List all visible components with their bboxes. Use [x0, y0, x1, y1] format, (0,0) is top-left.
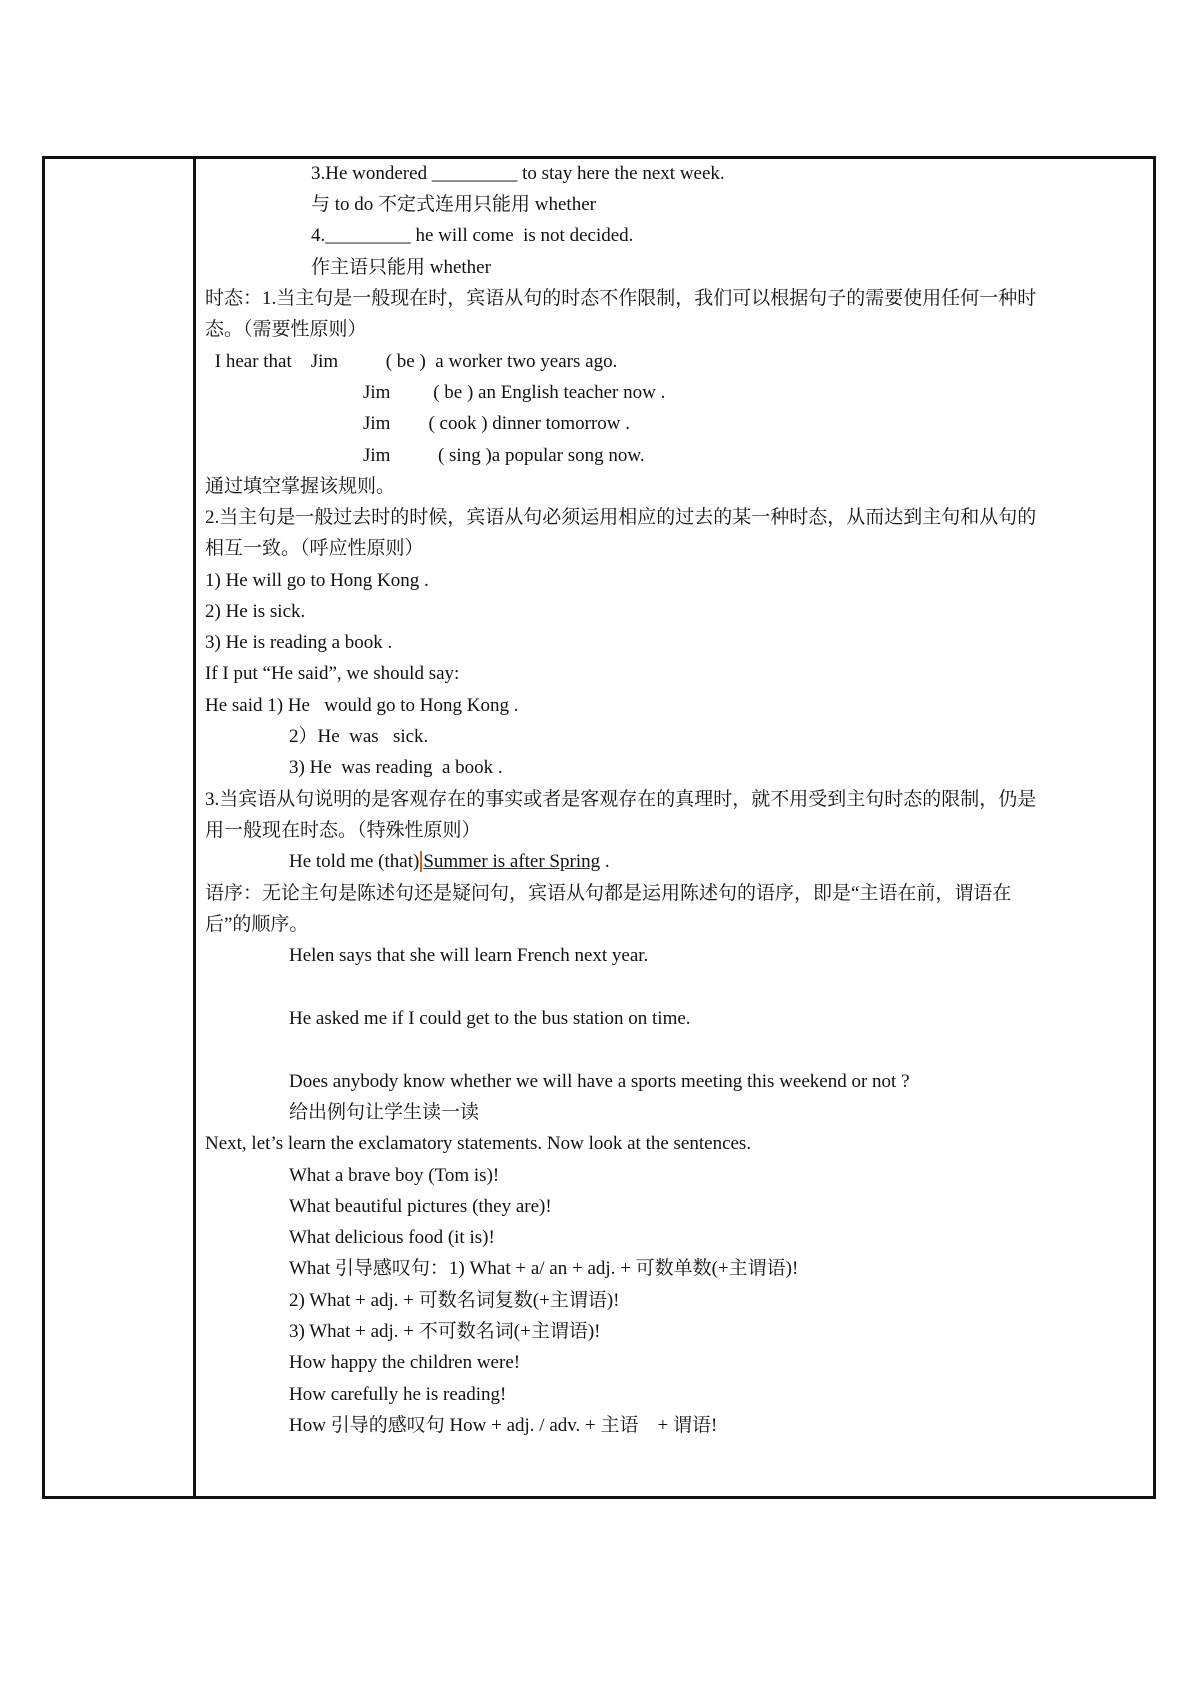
- text-line: 时态：1.当主句是一般现在时，宾语从句的时态不作限制，我们可以根据句子的需要使用任何一种时: [205, 288, 1037, 309]
- text-line: 通过填空掌握该规则。: [205, 476, 396, 497]
- text-line: Next, let’s learn the exclamatory statements. Now look at the sentences.: [205, 1133, 752, 1154]
- text-line: 给出例句让学生读一读: [289, 1102, 480, 1123]
- text-line: 3) He is reading a book .: [205, 632, 393, 653]
- text-line: How carefully he is reading!: [289, 1384, 507, 1405]
- text-line: 2.当主句是一般过去时的时候，宾语从句必须运用相应的过去的某一种时态，从而达到主句和从句的: [205, 507, 1037, 528]
- text-line: 3) What + adj. + 不可数名词(+主谓语)!: [289, 1321, 601, 1342]
- text-line: What 引导感叹句：1) What + a/ an + adj. + 可数单数(+主谓语)!: [289, 1258, 799, 1279]
- text-line: 相互一致。（呼应性原则）: [205, 538, 424, 559]
- text-line: 作主语只能用 whether: [311, 257, 491, 278]
- text-line: If I put “He said”, we should say:: [205, 663, 460, 684]
- text-line: 2) What + adj. + 可数名词复数(+主谓语)!: [289, 1290, 620, 1311]
- text-line: I hear that Jim ( be ) a worker two years ago.: [210, 351, 618, 372]
- text-line: 语序：无论主句是陈述句还是疑问句，宾语从句都是运用陈述句的语序，即是“主语在前，谓语在: [205, 883, 1012, 904]
- text-line: He asked me if I could get to the bus station on time.: [289, 1008, 691, 1029]
- text-line: [289, 850, 610, 874]
- text-line: 态。（需要性原则）: [205, 319, 367, 340]
- text-line: Helen says that she will learn French next year.: [289, 945, 649, 966]
- text-line: 3) He was reading a book .: [289, 757, 503, 778]
- text-line: What beautiful pictures (they are)!: [289, 1196, 552, 1217]
- text-line: 2) He is sick.: [205, 601, 306, 622]
- text-line: How happy the children were!: [289, 1352, 521, 1373]
- text-line: 1) He will go to Hong Kong .: [205, 570, 429, 591]
- text-line: 用一般现在时态。（特殊性原则）: [205, 820, 481, 841]
- text-line: How 引导的感叹句 How + adj. / adv. + 主语 + 谓语!: [289, 1415, 718, 1436]
- text-line: Does anybody know whether we will have a sports meeting this weekend or not ?: [289, 1071, 910, 1092]
- text-line: 4._________ he will come is not decided.: [311, 225, 634, 246]
- column-divider: [193, 159, 196, 1496]
- text-line: Jim ( sing )a popular song now.: [363, 445, 645, 466]
- text-fragment: He told me (that): [289, 851, 420, 872]
- text-line: Jim ( cook ) dinner tomorrow .: [363, 413, 631, 434]
- text-fragment: .: [600, 851, 610, 872]
- text-line: 3.当宾语从句说明的是客观存在的事实或者是客观存在的真理时，就不用受到主句时态的限制，仍是: [205, 789, 1037, 810]
- underlined-clause: Summer is after Spring: [423, 851, 601, 872]
- text-line: What delicious food (it is)!: [289, 1227, 495, 1248]
- text-line: Jim ( be ) an English teacher now .: [363, 382, 666, 403]
- text-line: 与 to do 不定式连用只能用 whether: [311, 194, 596, 215]
- text-line: 3.He wondered _________ to stay here the next week.: [311, 163, 725, 184]
- text-line: 后”的顺序。: [205, 914, 309, 935]
- text-line: He said 1) He would go to Hong Kong .: [205, 695, 519, 716]
- text-line: What a brave boy (Tom is)!: [289, 1165, 500, 1186]
- text-line: 2）He was sick.: [289, 726, 429, 747]
